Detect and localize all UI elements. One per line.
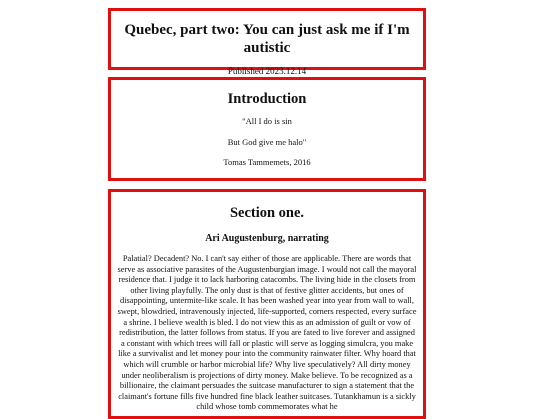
section-one-card (108, 189, 426, 419)
published-date: Published 2023.12.14 (227, 66, 307, 76)
introduction-card (108, 77, 426, 181)
epigraph-attribution: Tomas Tammemets, 2016 (223, 157, 311, 167)
epigraph-line-2: But God give me halo" (227, 137, 307, 147)
page-title: Quebec, part two: You can just ask me if I'm autistic (124, 22, 410, 56)
section-body-text: Palatial? Decadent? No. I can't say either of those are applicable. There are words that serve as associative parasites of the Augustenburgian image. I would not call the mayoral residence that. I judge it to lack harboring catacombs. The living hide in the closets from other living playfully. The only dust is that of festive glitter accidents, but ones of disappointing, untermite-like scale. It has been washed year into year from wall to wall, swept, blowdried, intravenously injected, life-supported, corners respected, every surface a shrine. I believe wealth is bled. I do not view this as an admission of guilt or vow of redistribution, the latter follows from status. If you are fated to live forever and assigned a constant with which trees will fall or plastic will serve as logging simulcra, you make like a survivalist and let money pour into the community rainwater filter. Why hoard that which will crumble or harbor microbial life? Why live speculatively? All dirty money under neoliberalism is projections of dirty money. Make believe. To be recognized as a billionaire, the claimant persuades the suitcase manufacturer to sign a statement that the claimant's fortune fills five hundred fine black leather suitcases. Tutankhamun is a sickly child whose tomb commemorates what he (117, 254, 417, 412)
epigraph-line-1: "All I do is sin (242, 116, 292, 126)
section-subheading: Ari Augustenburg, narrating (205, 233, 329, 244)
post-header-card (108, 8, 426, 76)
section-heading: Section one. (229, 205, 305, 221)
introduction-heading: Introduction (227, 91, 307, 107)
